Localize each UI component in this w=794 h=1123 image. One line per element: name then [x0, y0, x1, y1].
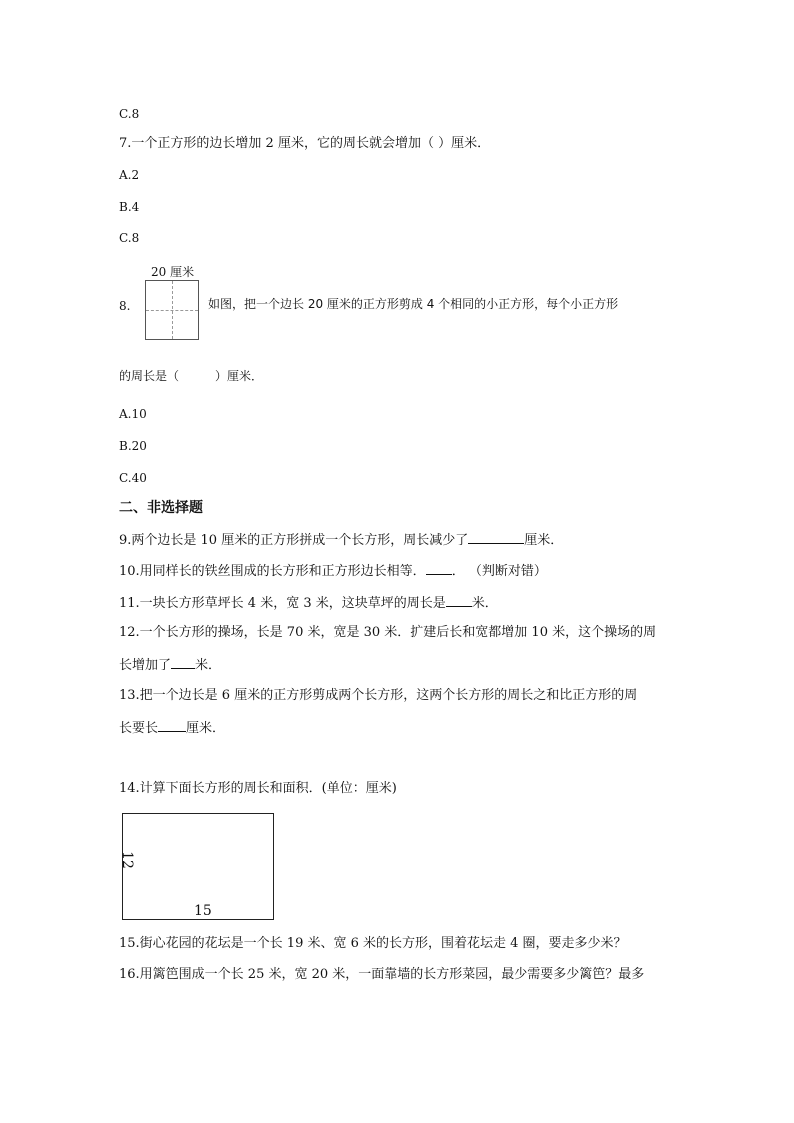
q8-option-a: A.10 [119, 407, 147, 421]
q16-text: 16.用篱笆围成一个长 25 米，宽 20 米，一面靠墙的长方形菜园，最少需要多少篱笆？最多 [119, 967, 645, 982]
q7-option-a: A.2 [119, 168, 140, 182]
q11-blank [446, 593, 472, 607]
q13-text-b1: 长要长 [119, 721, 159, 736]
q10-text-b: ． （判断对错） [451, 564, 547, 579]
q8-text-cont [119, 367, 263, 385]
q14-side-label: 12 [118, 851, 135, 869]
q13-text: 13.把一个边长是 6 厘米的正方形剪成两个长方形，这两个长方形的周长之和比正方形的周 [119, 688, 638, 703]
q10-text-a: 10.用同样长的铁丝围成的长方形和正方形边长相等． [119, 564, 426, 579]
q9-blank [468, 530, 524, 544]
q6-option-c: C.8 [119, 107, 140, 121]
q11-text-a: 11.一块长方形草坪长 4 米，宽 3 米，这块草坪的周长是 [119, 596, 446, 611]
q13-blank [158, 718, 186, 732]
q8-option-b: B.20 [119, 439, 147, 453]
q10-text [119, 561, 547, 581]
q14-bottom-label: 15 [194, 903, 212, 919]
q15-text: 15.街心花园的花坛是一个长 19 米、宽 6 米的长方形，围着花坛走 4 圈，要走多少米？ [119, 936, 627, 951]
q8-square-figure [145, 280, 199, 340]
q9-text-b: 厘米． [524, 533, 564, 548]
q8-text: 如图，把一个边长 20 厘米的正方形剪成 4 个相同的小正方形，每个小正方形 [208, 297, 619, 311]
q12-text-b1: 长增加了 [119, 658, 172, 673]
q9-text [119, 530, 563, 550]
q9-text-a: 9.两个边长是 10 厘米的正方形拼成一个长方形，周长减少了 [119, 533, 469, 548]
q13-text-cont [119, 718, 225, 738]
q7-option-c: C.8 [119, 231, 140, 245]
q12-text: 12.一个长方形的操场，长是 70 米，宽是 30 米．扩建后长和宽都增加 10 米，这个操场的周 [119, 625, 657, 640]
q8-horizontal-cut [146, 310, 198, 311]
q10-blank [426, 561, 452, 575]
q12-text-cont [119, 655, 221, 675]
q7-text: 7.一个正方形的边长增加 2 厘米，它的周长就会增加（ ）厘米． [119, 136, 491, 151]
q13-text-b2: 厘米． [186, 721, 226, 736]
q8-option-c: C.40 [119, 471, 147, 485]
q14-text: 14.计算下面长方形的周长和面积．(单位：厘米) [119, 781, 397, 796]
q12-blank [171, 655, 195, 669]
q12-text-b2: 米． [195, 658, 222, 673]
q8-figure-label: 20 厘米 [151, 265, 195, 279]
q8-number: 8. [119, 299, 131, 313]
section-heading: 二、非选择题 [119, 500, 203, 516]
q11-text [119, 593, 498, 613]
q11-text-b: 米． [471, 596, 498, 611]
q8-text-cont-b: ）厘米． [215, 369, 264, 383]
q8-text-cont-a: 的周长是（ [119, 369, 180, 383]
q7-option-b: B.4 [119, 200, 140, 214]
